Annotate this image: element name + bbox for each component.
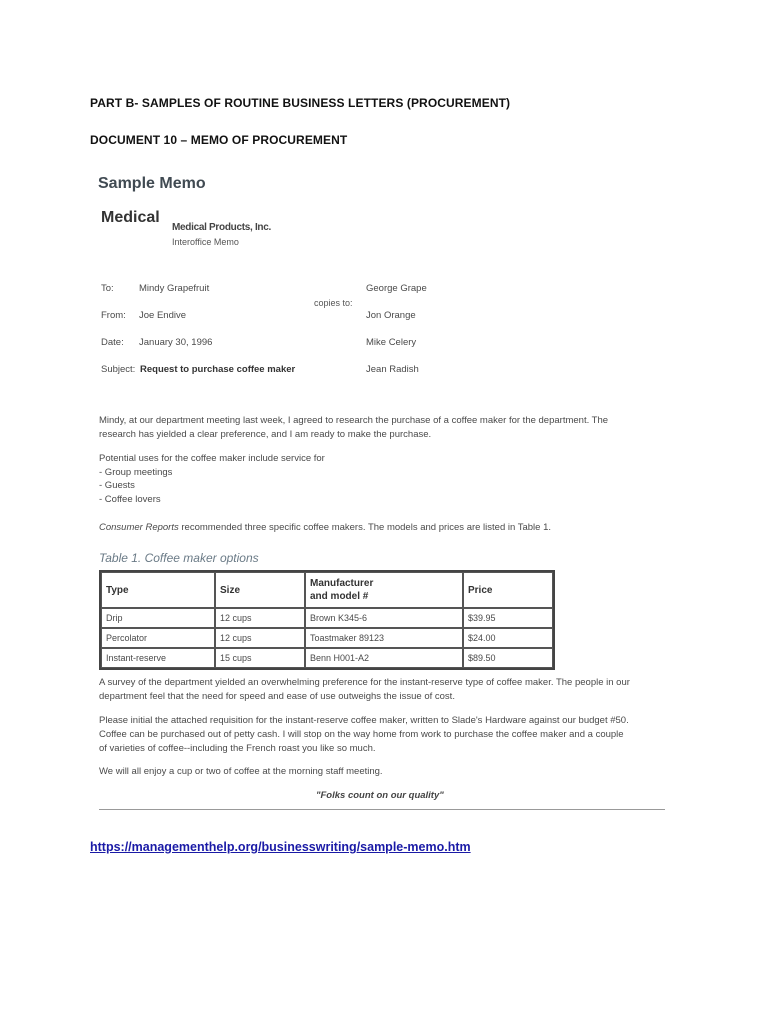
copies-to-label: copies to: [314, 298, 353, 308]
intro-paragraph [99, 414, 679, 442]
company-logo-word: Medical [101, 209, 160, 226]
survey-line: A survey of the department yielded an overwhelming preference for the instant-reserve type of coffee maker. The people in our [99, 677, 630, 688]
cell-size: 12 cups [215, 628, 305, 648]
survey-paragraph [99, 676, 679, 704]
from-value: Joe Endive [139, 310, 187, 321]
header-manufacturer [305, 572, 463, 608]
intro-line: research has yielded a clear preference, and I am ready to make the purchase. [99, 429, 432, 440]
coffee-maker-table [99, 570, 555, 670]
table-row [101, 648, 553, 668]
copy-recipient: Mike Celery [366, 337, 417, 348]
copy-recipient: Jean Radish [366, 364, 419, 375]
cell-size: 12 cups [215, 608, 305, 628]
cell-model: Toastmaker 89123 [305, 628, 463, 648]
memo-type: Interoffice Memo [172, 237, 239, 247]
date-label: Date: [101, 337, 124, 348]
intro-line: Mindy, at our department meeting last week, I agreed to research the purchase of a coffee maker for the department. The [99, 415, 609, 426]
table-header-row [101, 572, 553, 608]
cell-type: Percolator [101, 628, 215, 648]
cell-model: Brown K345-6 [305, 608, 463, 628]
initial-line: of varieties of coffee--including the French roast you like so much. [99, 743, 376, 754]
table-caption: Table 1. Coffee maker options [99, 551, 259, 565]
cell-price: $89.50 [463, 648, 553, 668]
to-label: To: [101, 283, 114, 294]
source-link[interactable]: https://managementhelp.org/businesswriting/sample-memo.htm [90, 840, 471, 854]
closing-paragraph: We will all enjoy a cup or two of coffee at the morning staff meeting. [99, 766, 383, 777]
subject-value: Request to purchase coffee maker [140, 364, 296, 375]
cell-model: Benn H001-A2 [305, 648, 463, 668]
header-size: Size [215, 572, 305, 608]
cell-size: 15 cups [215, 648, 305, 668]
part-title: PART B- SAMPLES OF ROUTINE BUSINESS LETTERS (PROCUREMENT) [90, 96, 511, 110]
table-row [101, 608, 553, 628]
table-row [101, 628, 553, 648]
consumer-reports-text: recommended three specific coffee makers. The models and prices are listed in Table 1. [178, 522, 552, 533]
consumer-reports-title: Consumer Reports [99, 522, 179, 533]
list-item: - Coffee lovers [99, 493, 161, 505]
initial-line: Please initial the attached requisition for the instant-reserve coffee maker, written to Slade's Hardware against our budget #50. [99, 715, 629, 726]
from-label: From: [101, 310, 126, 321]
subject-label: Subject: [101, 364, 136, 375]
copy-recipient: George Grape [366, 283, 427, 294]
date-value: January 30, 1996 [139, 337, 213, 348]
cell-type: Drip [101, 608, 215, 628]
header-manufacturer-line: and model # [310, 591, 369, 602]
company-slogan: "Folks count on our quality" [316, 790, 444, 801]
cell-price: $39.95 [463, 608, 553, 628]
cell-price: $24.00 [463, 628, 553, 648]
header-type: Type [101, 572, 215, 608]
document-title: DOCUMENT 10 – MEMO OF PROCUREMENT [90, 133, 348, 147]
header-price: Price [463, 572, 553, 608]
initial-line: Coffee can be purchased out of petty cash. I will stop on the way home from work to purchase the coffee maker and a couple [99, 729, 624, 740]
sample-memo-title: Sample Memo [98, 175, 206, 192]
footer-divider [99, 809, 665, 810]
cell-type: Instant-reserve [101, 648, 215, 668]
uses-list [99, 452, 325, 506]
list-item: - Guests [99, 480, 135, 492]
company-name: Medical Products, Inc. [172, 222, 271, 233]
to-value: Mindy Grapefruit [139, 283, 210, 294]
consumer-reports-paragraph [99, 521, 679, 535]
header-manufacturer-line: Manufacturer [310, 578, 374, 589]
uses-intro: Potential uses for the coffee maker include service for [99, 453, 325, 464]
initial-paragraph [99, 714, 679, 756]
survey-line: department feel that the need for speed and ease of use outweighs the issue of cost. [99, 691, 455, 702]
copy-recipient: Jon Orange [366, 310, 416, 321]
list-item: - Group meetings [99, 466, 173, 478]
